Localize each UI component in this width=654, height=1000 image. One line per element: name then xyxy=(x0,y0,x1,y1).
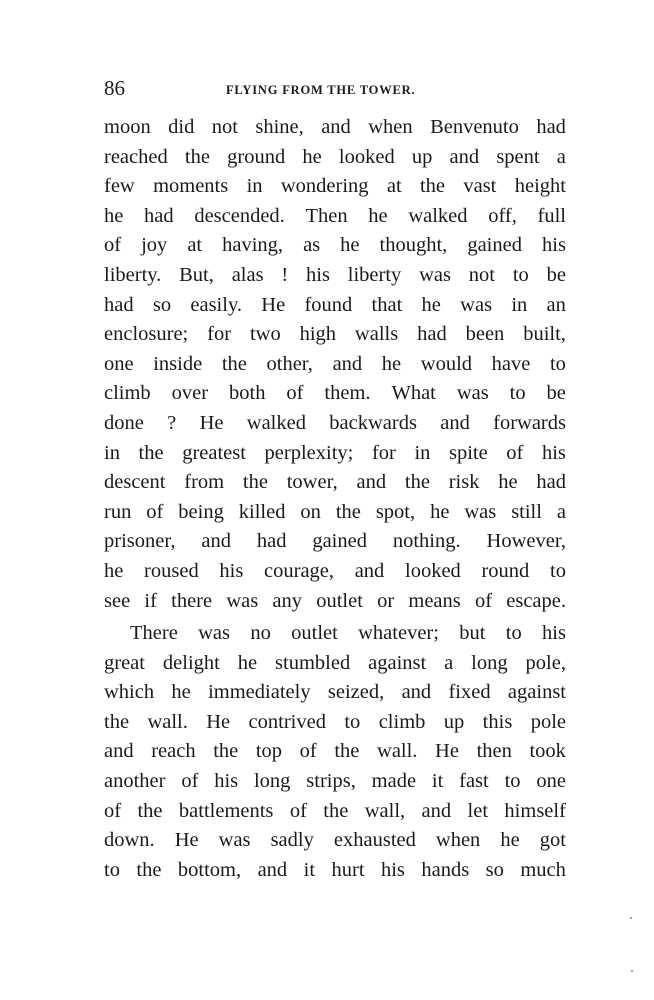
word: and xyxy=(421,799,452,822)
word: walked xyxy=(408,204,468,227)
word: Benvenuto xyxy=(430,116,519,138)
word: would xyxy=(420,352,473,375)
text-line xyxy=(104,291,566,321)
word: shine, xyxy=(255,116,304,138)
word: the xyxy=(221,352,247,375)
word: the xyxy=(137,799,163,822)
word: found xyxy=(304,293,353,316)
word: looked xyxy=(338,145,395,168)
word: it xyxy=(303,858,316,881)
text-line xyxy=(104,767,566,797)
word: to xyxy=(549,352,566,375)
word: courage, xyxy=(264,559,335,582)
word: at xyxy=(187,234,203,257)
word: any xyxy=(272,589,303,612)
word: reach xyxy=(151,740,196,763)
word: he xyxy=(171,681,191,704)
word: was xyxy=(419,263,451,286)
word: looked xyxy=(405,559,461,582)
text-line xyxy=(104,439,566,469)
word: joy xyxy=(141,234,168,257)
word: in xyxy=(246,175,263,198)
word: full xyxy=(537,204,566,227)
word: his xyxy=(542,234,566,257)
word: there xyxy=(171,589,213,612)
word: Then xyxy=(305,204,348,227)
word: to xyxy=(512,263,529,286)
text-line xyxy=(104,202,566,232)
word: still xyxy=(511,500,542,523)
word: built, xyxy=(523,323,566,346)
word: be xyxy=(546,382,566,405)
word: sadly xyxy=(270,829,314,852)
word: he xyxy=(237,651,258,674)
word: battlements xyxy=(178,799,274,822)
word: took xyxy=(529,740,566,763)
word: no xyxy=(250,622,271,645)
word: means xyxy=(408,589,461,612)
word: fast xyxy=(459,770,489,793)
text-line xyxy=(104,557,566,587)
word: of xyxy=(181,770,199,793)
word: being xyxy=(178,500,224,523)
word: the xyxy=(213,740,239,763)
word: he xyxy=(421,293,441,316)
word: be xyxy=(546,263,566,286)
word: other, xyxy=(266,352,313,375)
word: liberty xyxy=(347,263,402,286)
word: of xyxy=(289,799,307,822)
text-line xyxy=(104,143,566,173)
word: the xyxy=(419,175,446,198)
word: over xyxy=(171,382,209,405)
word: had xyxy=(256,530,287,553)
word: long xyxy=(253,770,291,793)
word: escape. xyxy=(506,589,566,612)
word: then xyxy=(476,740,512,763)
word: if xyxy=(144,589,157,612)
word: another xyxy=(104,770,166,793)
word: two xyxy=(249,323,281,346)
word: have xyxy=(491,352,531,375)
word: fixed xyxy=(448,681,491,704)
word: of xyxy=(506,441,524,464)
word: made xyxy=(371,770,417,793)
word: climb xyxy=(378,710,426,733)
word: down. xyxy=(104,829,155,852)
word: he xyxy=(104,559,124,582)
word: He xyxy=(199,411,224,434)
word: as xyxy=(303,234,321,257)
word: off, xyxy=(488,204,517,227)
word: contrived xyxy=(248,710,326,733)
word: He xyxy=(435,740,459,763)
word: round xyxy=(481,559,530,582)
word: he xyxy=(430,500,450,523)
word: his xyxy=(214,770,239,793)
text-line xyxy=(104,409,566,439)
word: descended. xyxy=(194,204,285,227)
word: the xyxy=(404,471,430,494)
word: moon xyxy=(104,116,151,138)
word: was xyxy=(198,622,230,645)
word: and xyxy=(104,740,134,763)
word: of xyxy=(146,500,164,523)
page-number: 86 xyxy=(104,76,125,100)
word: which xyxy=(104,681,155,704)
word: the xyxy=(138,441,164,464)
word: killed xyxy=(238,500,286,523)
word: he xyxy=(104,204,124,227)
word: to xyxy=(505,622,522,645)
word: it xyxy=(431,770,444,793)
word: in xyxy=(511,293,528,316)
word: against xyxy=(507,681,566,704)
text-line xyxy=(104,797,566,827)
word: a xyxy=(556,145,566,168)
paper-speck xyxy=(631,970,633,972)
text-line xyxy=(104,231,566,261)
word: he xyxy=(368,204,388,227)
word: What xyxy=(391,382,436,405)
text-line xyxy=(104,708,566,738)
word: run xyxy=(104,500,132,523)
word: of xyxy=(104,799,122,822)
running-title: FLYING FROM THE TOWER. xyxy=(226,83,416,97)
word: the xyxy=(335,500,361,523)
word: spent xyxy=(496,145,540,168)
text-line xyxy=(104,350,566,380)
word: great xyxy=(104,651,145,674)
word: wall, xyxy=(364,799,406,822)
word: delight xyxy=(162,651,220,674)
word: to xyxy=(104,858,120,881)
word: not xyxy=(468,263,495,286)
word: perplexity; xyxy=(264,441,354,464)
word: his xyxy=(306,263,330,286)
word: wall. xyxy=(377,740,418,763)
word: greatest xyxy=(182,441,246,464)
word: backwards xyxy=(329,411,417,434)
word: at xyxy=(386,175,402,198)
word: bottom, xyxy=(177,858,242,881)
word: to xyxy=(504,770,521,793)
word: was xyxy=(460,293,493,316)
word: up xyxy=(411,145,433,168)
word: of xyxy=(104,234,122,257)
word: himself xyxy=(504,799,566,822)
word: was xyxy=(226,589,259,612)
word: He xyxy=(206,710,231,733)
word: tower, xyxy=(286,471,338,494)
text-line xyxy=(104,856,566,886)
word: pole xyxy=(530,710,566,733)
word: in xyxy=(414,441,431,464)
word: and xyxy=(257,858,288,881)
word: whatever; xyxy=(358,622,439,645)
word: a xyxy=(556,500,566,523)
word: the xyxy=(242,471,268,494)
word: nothing. xyxy=(392,530,461,553)
word: ? xyxy=(167,411,177,434)
word: height xyxy=(514,175,566,198)
word: had xyxy=(536,471,566,494)
word: wall. xyxy=(147,710,188,733)
word: and xyxy=(449,145,480,168)
word: stumbled xyxy=(275,651,351,674)
paragraph xyxy=(104,619,566,885)
word: easily. xyxy=(190,293,242,316)
word: much xyxy=(520,858,566,881)
word: not xyxy=(211,116,238,138)
word: both xyxy=(229,382,266,405)
word: see xyxy=(104,589,131,612)
word: seized, xyxy=(327,681,385,704)
text-line xyxy=(104,678,566,708)
text-line xyxy=(104,737,566,767)
word: in xyxy=(104,441,120,464)
text-line xyxy=(104,619,566,649)
word: for xyxy=(207,323,232,346)
word: his xyxy=(541,441,566,464)
word: and xyxy=(440,411,470,434)
word: having, xyxy=(222,234,284,257)
word: his xyxy=(380,858,405,881)
word: spot, xyxy=(375,500,416,523)
word: wondering xyxy=(280,175,369,198)
word: ground xyxy=(227,145,286,168)
word: and xyxy=(354,559,385,582)
word: of xyxy=(299,740,317,763)
word: the xyxy=(184,145,210,168)
word: had xyxy=(417,323,447,346)
word: of xyxy=(286,382,304,405)
word: against xyxy=(368,651,427,674)
word: alas xyxy=(231,263,264,286)
word: and xyxy=(356,471,387,494)
word: enclosure; xyxy=(104,323,189,346)
word: was xyxy=(464,500,497,523)
word: risk xyxy=(448,471,480,494)
word: hands xyxy=(421,858,470,881)
body-text xyxy=(104,113,566,885)
word: climb xyxy=(104,382,151,405)
word: hurt xyxy=(331,858,365,881)
text-line xyxy=(104,498,566,528)
text-line xyxy=(104,113,566,143)
page-header xyxy=(104,76,566,106)
word: his xyxy=(219,559,244,582)
word: them. xyxy=(324,382,371,405)
text-line xyxy=(104,261,566,291)
word: he xyxy=(340,234,360,257)
word: spite xyxy=(448,441,488,464)
word: had xyxy=(536,116,566,138)
word: walls xyxy=(354,323,399,346)
text-line xyxy=(104,649,566,679)
word: exhausted xyxy=(333,829,416,852)
word: he xyxy=(381,352,402,375)
word: and xyxy=(332,352,363,375)
word: ! xyxy=(281,263,289,286)
text-line xyxy=(104,379,566,409)
word: top xyxy=(255,740,283,763)
word: outlet xyxy=(316,589,363,612)
word: long xyxy=(471,651,508,674)
word: and xyxy=(321,116,351,138)
word: vast xyxy=(463,175,497,198)
word: on xyxy=(300,500,321,523)
word: prisoner, xyxy=(104,530,176,553)
word: did xyxy=(168,116,195,138)
word: when xyxy=(368,116,413,138)
word: that xyxy=(371,293,403,316)
word: However, xyxy=(486,530,566,553)
word: to xyxy=(550,559,566,582)
word: an xyxy=(546,293,566,316)
word: few xyxy=(104,175,135,198)
text-line xyxy=(104,468,566,498)
word: roused xyxy=(144,559,199,582)
word: his xyxy=(542,622,566,645)
word: gained xyxy=(312,530,367,553)
word: from xyxy=(184,471,225,494)
word: pole, xyxy=(525,651,566,674)
paper-speck xyxy=(630,917,632,919)
word: to xyxy=(509,382,526,405)
word: was xyxy=(218,829,251,852)
word: moments xyxy=(153,175,229,198)
word: but xyxy=(459,622,486,645)
word: forwards xyxy=(493,411,566,434)
word: liberty. xyxy=(104,263,162,286)
word: had xyxy=(144,204,174,227)
word: immediately xyxy=(208,681,311,704)
word: for xyxy=(371,441,396,464)
text-line xyxy=(104,587,566,617)
word: But, xyxy=(179,263,214,286)
word: thought, xyxy=(379,234,448,257)
text-line xyxy=(104,172,566,202)
word: he xyxy=(302,145,322,168)
word: reached xyxy=(104,145,168,168)
word: he xyxy=(500,829,520,852)
word: strips, xyxy=(306,770,356,793)
word: up xyxy=(443,710,465,733)
word: gained xyxy=(467,234,522,257)
word: let xyxy=(467,799,489,822)
word: been xyxy=(465,323,505,346)
word: high xyxy=(299,323,337,346)
word: outlet xyxy=(291,622,338,645)
word: or xyxy=(377,589,395,612)
word: of xyxy=(474,589,493,612)
text-line xyxy=(104,320,566,350)
text-line xyxy=(104,527,566,557)
paragraph xyxy=(104,113,566,616)
word: He xyxy=(261,293,286,316)
text-line xyxy=(104,826,566,856)
word: he xyxy=(498,471,518,494)
word: and xyxy=(201,530,231,553)
word: done xyxy=(104,411,144,434)
word: when xyxy=(435,829,481,852)
word: walked xyxy=(246,411,306,434)
word: There xyxy=(130,622,178,645)
word: so xyxy=(485,858,504,881)
word: descent xyxy=(104,471,166,494)
word: the xyxy=(334,740,360,763)
word: to xyxy=(344,710,361,733)
word: and xyxy=(401,681,432,704)
word: the xyxy=(104,710,130,733)
word: this xyxy=(482,710,513,733)
word: He xyxy=(174,829,199,852)
word: had xyxy=(104,293,134,316)
word: got xyxy=(539,829,566,852)
word: the xyxy=(136,858,162,881)
word: was xyxy=(456,382,489,405)
word: so xyxy=(152,293,172,316)
word: the xyxy=(323,799,349,822)
word: a xyxy=(444,651,454,674)
word: one xyxy=(536,770,566,793)
word: one xyxy=(104,352,134,375)
word: inside xyxy=(153,352,203,375)
